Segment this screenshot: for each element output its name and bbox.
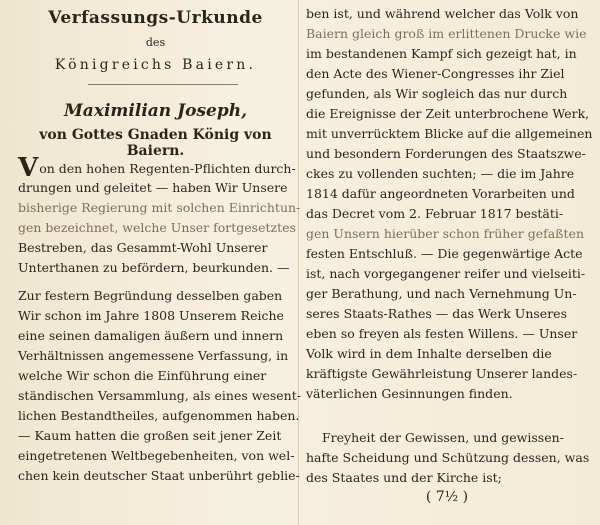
text-line: gen bezeichnet, welche Unser fortgesetztes [18, 220, 296, 235]
text-line: bisherige Regierung mit solchen Einrichtun- [18, 200, 301, 215]
text-line: eben so freyen als festen Willens. — Unser [306, 326, 578, 341]
text-line: festen Entschluß. — Die gegenwärtige Acte [306, 246, 583, 261]
text-line: welche Wir schon die Einführung einer [18, 368, 267, 383]
column-divider [298, 0, 299, 525]
text-line: Freyheit der Gewissen, und gewissen- [322, 430, 564, 445]
text-line: gen Unsern hierüber schon früher gefaßten [306, 226, 585, 241]
text-line: väterlichen Gesinnungen finden. [306, 386, 513, 401]
text-line: den Acte des Wiener-Congresses ihr Ziel [306, 66, 565, 81]
text-line: Baiern gleich groß im erlittenen Drucke wie [306, 26, 587, 41]
text-line: im bestandenen Kampf sich gezeigt hat, in [306, 46, 577, 61]
drop-cap: V [18, 153, 39, 183]
text-line: 1814 dafür angeordneten Vorarbeiten und [306, 186, 575, 201]
text-line: des Staates und der Kirche ist; [306, 470, 502, 485]
text-line: ständischen Versammlung, als eines wesent- [18, 388, 301, 403]
text-line: Volk wird in dem Inhalte derselben die [306, 346, 552, 361]
text-line: ist, nach vorgegangener reifer und vielseiti- [306, 266, 586, 281]
text-line: chen kein deutscher Staat unberührt geblie- [18, 468, 300, 483]
text-line: hafte Scheidung und Schützung dessen, was [306, 450, 590, 465]
text-line: ckes zu vollenden suchten; — die im Jahre [306, 166, 575, 181]
text-line: ben ist, und während welcher das Volk von [306, 6, 579, 21]
monarch-title: von Gottes Gnaden König von Baiern. [39, 127, 272, 159]
text-line: — Kaum hatten die großen seit jener Zeit [18, 428, 282, 443]
text-line: ger Berathung, und nach Vernehmung Un- [306, 286, 577, 301]
text-line: lichen Bestandtheiles, aufgenommen haben. [18, 408, 300, 423]
kingdom-heading: Königreichs Baiern. [54, 57, 257, 73]
text-line: Bestreben, das Gesammt-Wohl Unserer [18, 240, 268, 255]
text-line: Von den hohen Regenten-Pflichten durch- [18, 153, 296, 183]
text-line: eingetretenen Weltbegebenheiten, von wel- [18, 448, 295, 463]
page-signature: ( 7½ ) [425, 489, 469, 505]
text-line: Zur festern Begründung desselben gaben [18, 288, 283, 303]
text-line: Verhältnissen angemessene Verfassung, in [18, 348, 289, 363]
text-line: kräftigste Gewährleistung Unserer landes- [306, 366, 578, 381]
text-line: Wir schon im Jahre 1808 Unserem Reiche [18, 308, 284, 323]
document-title: Verfassungs-Urkunde [48, 8, 263, 28]
title-rule [88, 84, 238, 85]
text-line: die Ereignisse der Zeit unterbrochene Werk, [306, 106, 590, 121]
title-article: des [145, 36, 166, 49]
monarch-name: Maximilian Joseph, [63, 101, 247, 121]
text-line: seres Staats-Rathes — das Werk Unseres [306, 306, 567, 321]
text-line: Unterthanen zu befördern, beurkunden. — [18, 260, 290, 275]
text-line: gefunden, als Wir sogleich das nur durch [306, 86, 568, 101]
text-line: und besondern Forderungen des Staatszwe- [306, 146, 586, 161]
text-line: mit unverrücktem Blicke auf die allgemeinen [306, 126, 593, 141]
text-line: das Decret vom 2. Februar 1817 bestäti- [306, 206, 564, 221]
text-line: eine seinen damaligen äußern und innern [18, 328, 284, 343]
text-line: drungen und geleitet — haben Wir Unsere [18, 180, 288, 195]
